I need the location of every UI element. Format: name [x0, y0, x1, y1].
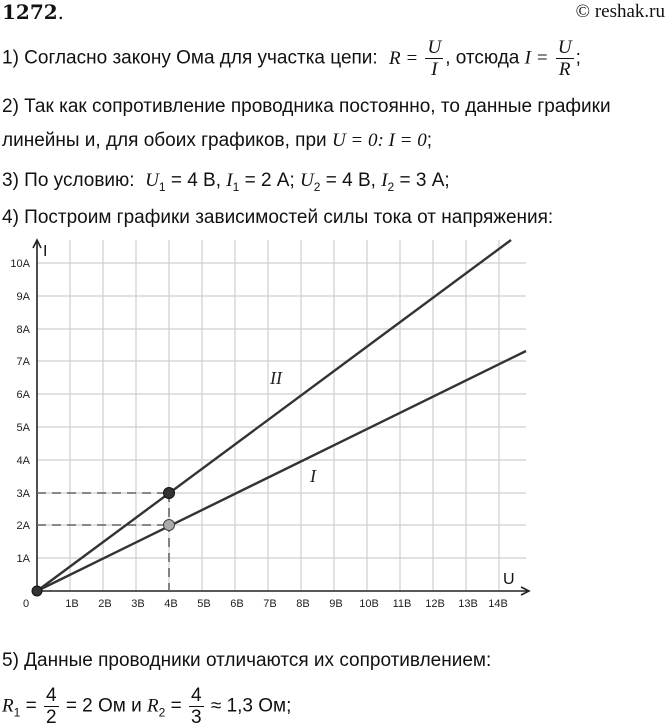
svg-text:3В: 3В	[131, 598, 145, 610]
x-tick-labels	[23, 598, 508, 610]
svg-text:6А: 6А	[16, 389, 30, 401]
svg-text:2В: 2В	[98, 598, 112, 610]
point-4v-3a	[164, 488, 175, 499]
svg-text:7В: 7В	[263, 598, 277, 610]
formula-i-lhs: I =	[524, 47, 549, 69]
svg-text:8В: 8В	[296, 598, 310, 610]
fraction-4-over-3: $\frac{4}{3}$	[191, 685, 202, 728]
svg-text:3А: 3А	[16, 488, 30, 500]
y-axis-label: I	[43, 243, 48, 260]
svg-text:9А: 9А	[16, 291, 30, 303]
label-series-ii: II	[270, 368, 282, 388]
svg-text:13В: 13В	[458, 598, 478, 610]
step-5: 5) Данные проводники отличаются их сопротивлением:	[2, 650, 492, 671]
origin-point	[32, 586, 42, 596]
step-3: 3) По условию: $U_1 = 4$ В, $I_1 = 2$ А; $U_2 = 4$ В, $I_2 = 3$ А;	[2, 170, 450, 194]
svg-text:12В: 12В	[425, 598, 445, 610]
svg-text:11В: 11В	[392, 598, 412, 610]
step-2-line-2: линейны и, для обоих графиков, при U = 0: I = 0;	[2, 130, 432, 151]
fraction-u-over-r: $\frac{U}{R}$	[557, 37, 572, 80]
svg-text:0: 0	[22, 598, 30, 610]
point-4v-2a	[164, 520, 175, 531]
fraction-u-over-i: $\frac{U}{I}$	[427, 37, 442, 80]
svg-text:5В: 5В	[197, 598, 211, 610]
formula-r-lhs: R =	[388, 47, 419, 69]
copyright: © reshak.ru	[575, 1, 665, 22]
step-5-formulas: $R_1$ = $\frac{4}{2}$ = 2 Ом и $R_2$ = $\frac{4}{3}$ ≈ 1,3 Ом;	[2, 685, 292, 728]
svg-text:6В: 6В	[230, 598, 244, 610]
svg-text:4А: 4А	[16, 455, 30, 467]
step-1-text: 1) Согласно закону Ома для участка цепи:	[2, 47, 378, 69]
svg-text:10В: 10В	[359, 598, 379, 610]
svg-text:9В: 9В	[329, 598, 343, 610]
problem-number: 1272.	[2, 0, 65, 24]
svg-text:5А: 5А	[16, 422, 30, 434]
axes	[33, 240, 529, 595]
fraction-4-over-2: $\frac{4}{2}$	[45, 685, 57, 728]
svg-text:10А: 10А	[10, 258, 30, 270]
svg-text:4В: 4В	[164, 598, 178, 610]
svg-text:7А: 7А	[16, 356, 30, 368]
line-series-ii	[37, 240, 511, 591]
svg-text:14В: 14В	[488, 598, 508, 610]
label-series-i: I	[310, 466, 316, 486]
step-4: 4) Построим графики зависимостей силы тока от напряжения:	[2, 207, 554, 228]
step-1: 1) Согласно закону Ома для участка цепи: R = $\frac{U}{I}$ , отсюда I = $\frac{U}{R}$ ;	[2, 37, 581, 80]
svg-text:1А: 1А	[16, 553, 30, 565]
step-1-middle: , отсюда	[445, 47, 520, 69]
x-axis-label: U	[503, 571, 515, 588]
svg-text:2А: 2А	[16, 520, 30, 532]
y-tick-labels	[10, 258, 30, 565]
current-voltage-graph	[0, 236, 560, 616]
svg-text:8А: 8А	[16, 324, 30, 336]
svg-text:1В: 1В	[65, 598, 79, 610]
step-2-line-1: 2) Так как сопротивление проводника постоянно, то данные графики	[2, 96, 611, 117]
grid	[37, 240, 526, 591]
